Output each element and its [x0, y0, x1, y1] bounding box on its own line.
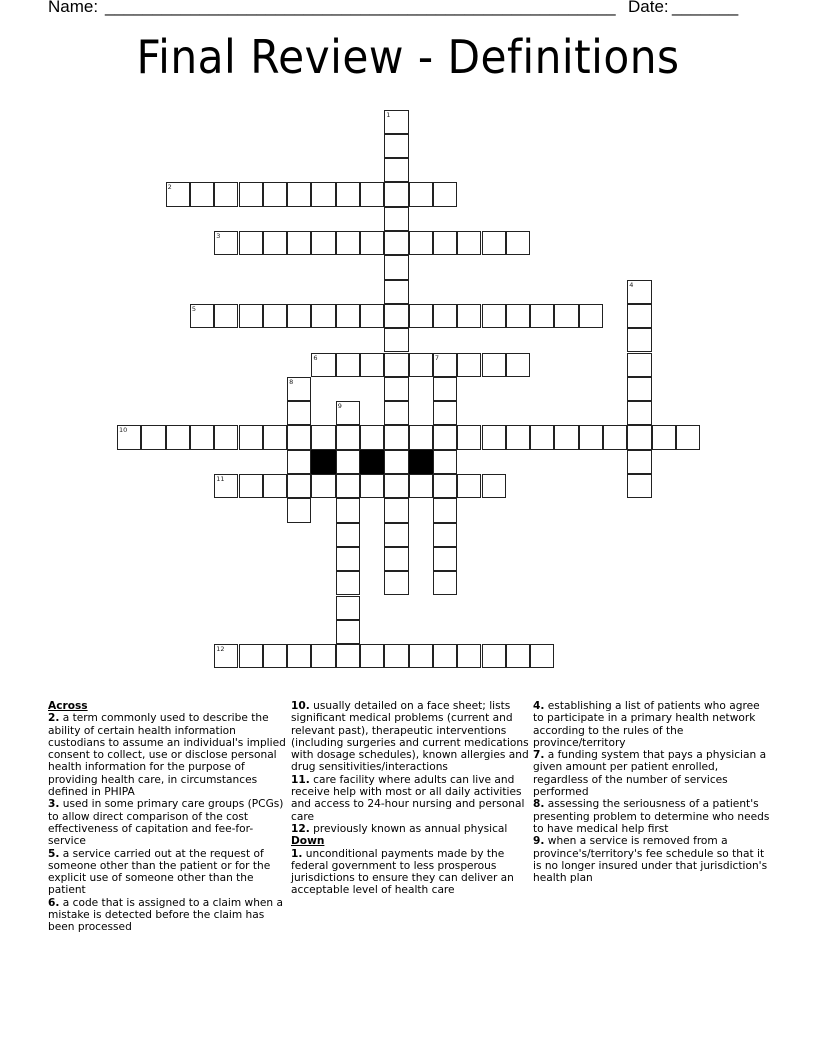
grid-cell[interactable] [360, 231, 384, 255]
clue-number: 1 [386, 110, 391, 119]
grid-cell[interactable] [579, 425, 603, 449]
clue-across-12: 12. previously known as annual physical [291, 822, 508, 835]
clues-column-1 [48, 700, 286, 934]
name-field[interactable]: ______________________________________________________ [105, 0, 616, 16]
grid-cell[interactable] [384, 474, 408, 498]
black-square [360, 450, 384, 474]
grid-cell[interactable] [360, 425, 384, 449]
grid-cell[interactable] [166, 425, 190, 449]
grid-cell[interactable] [457, 353, 481, 377]
grid-cell[interactable] [336, 182, 360, 206]
clue-number: 7 [434, 353, 440, 362]
grid-cell[interactable] [336, 401, 360, 425]
grid-cell[interactable] [457, 304, 481, 328]
date-field[interactable]: _______ [672, 0, 739, 16]
grid-cell[interactable] [433, 182, 457, 206]
grid-cell[interactable] [384, 450, 408, 474]
grid-cell[interactable] [627, 401, 651, 425]
grid-cell[interactable] [311, 231, 335, 255]
grid-cell[interactable] [433, 523, 457, 547]
grid-cell[interactable] [384, 571, 408, 595]
grid-cell[interactable] [214, 425, 238, 449]
grid-cell[interactable] [384, 425, 408, 449]
grid-cell[interactable] [190, 304, 214, 328]
grid-cell[interactable] [457, 425, 481, 449]
grid-cell[interactable] [433, 353, 457, 377]
grid-cell[interactable] [239, 231, 263, 255]
grid-cell[interactable] [311, 644, 335, 668]
grid-cell[interactable] [360, 304, 384, 328]
clue-across-6: 6. a code that is assigned to a claim when a mistake is detected before the claim has been processed [48, 896, 284, 934]
grid-cell[interactable] [239, 304, 263, 328]
grid-cell[interactable] [214, 182, 238, 206]
grid-cell[interactable] [336, 353, 360, 377]
grid-cell[interactable] [360, 182, 384, 206]
clue-number: 11 [216, 475, 225, 483]
grid-cell[interactable] [433, 547, 457, 571]
grid-cell[interactable] [506, 231, 530, 255]
grid-cell[interactable] [409, 182, 433, 206]
grid-cell[interactable] [482, 353, 506, 377]
clue-across-3: 3. used in some primary care groups (PCGs) to allow direct comparison of the cost effectiveness of capitation and fee-for-service [48, 798, 284, 848]
grid-cell[interactable] [482, 474, 506, 498]
grid-cell[interactable] [384, 377, 408, 401]
grid-cell[interactable] [214, 474, 238, 498]
grid-cell[interactable] [311, 425, 335, 449]
grid-cell[interactable] [409, 304, 433, 328]
grid-cell[interactable] [287, 425, 311, 449]
grid-cell[interactable] [627, 304, 651, 328]
clues-column-3 [533, 700, 771, 884]
grid-cell[interactable] [384, 328, 408, 352]
grid-cell[interactable] [554, 425, 578, 449]
clue-down-8: 8. assessing the seriousness of a patient's presenting problem to determine who needs to have medical help first [533, 798, 770, 835]
grid-cell[interactable] [409, 425, 433, 449]
grid-cell[interactable] [360, 353, 384, 377]
grid-cell[interactable] [384, 523, 408, 547]
grid-cell[interactable] [554, 304, 578, 328]
grid-cell[interactable] [263, 231, 287, 255]
grid-cell[interactable] [433, 644, 457, 668]
grid-cell[interactable] [214, 644, 238, 668]
grid-cell[interactable] [530, 644, 554, 668]
grid-cell[interactable] [433, 231, 457, 255]
grid-cell[interactable] [214, 304, 238, 328]
grid-cell[interactable] [311, 474, 335, 498]
clue-across-10: 10. usually detailed on a face sheet; lists significant medical problems (current and relevant past), therapeutic interventions (including surgeries and current medications with dosage schedules), known allergies and drug sensitivities/interactions [291, 700, 529, 774]
clue-number: 12 [216, 645, 225, 654]
grid-cell[interactable] [627, 328, 651, 352]
grid-cell[interactable] [603, 425, 627, 449]
clue-down-4: 4. establishing a list of patients who agree to participate in a primary health network according to the rules of the province/territory [533, 700, 760, 749]
grid-cell[interactable] [384, 498, 408, 522]
grid-cell[interactable] [384, 182, 408, 206]
grid-cell[interactable] [166, 182, 190, 206]
grid-cell[interactable] [409, 474, 433, 498]
grid-cell[interactable] [336, 474, 360, 498]
clue-down-1: 1. unconditional payments made by the federal government to less prosperous jurisdictions to ensure they can deliver an acceptable level of health care [291, 847, 514, 897]
grid-cell[interactable] [117, 425, 141, 449]
clue-across-5: 5. a service carried out at the request of someone other than the patient or for the explicit use of someone other than the patient [48, 847, 271, 897]
grid-cell[interactable] [336, 620, 360, 644]
clue-number: 8 [289, 377, 294, 386]
clue-across-11: 11. care facility where adults can live and receive help with most or all daily activities and access to 24-hour nursing and personal care [291, 773, 525, 823]
grid-cell[interactable] [384, 134, 408, 158]
grid-cell[interactable] [433, 401, 457, 425]
grid-cell[interactable] [457, 231, 481, 255]
grid-cell[interactable] [287, 450, 311, 474]
clue-down-7: 7. a funding system that pays a physician a given amount per patient enrolled, regardless of the number of services performed [533, 749, 767, 799]
grid-cell[interactable] [627, 377, 651, 401]
grid-cell[interactable] [263, 182, 287, 206]
grid-cell[interactable] [676, 425, 700, 449]
name-label: Name: [48, 0, 99, 16]
grid-cell[interactable] [336, 498, 360, 522]
grid-cell[interactable] [482, 425, 506, 449]
grid-cell[interactable] [360, 644, 384, 668]
grid-cell[interactable] [384, 231, 408, 255]
grid-cell[interactable] [214, 231, 238, 255]
grid-cell[interactable] [433, 474, 457, 498]
clue-number: 6 [313, 353, 318, 362]
grid-cell[interactable] [409, 644, 433, 668]
grid-cell[interactable] [287, 182, 311, 206]
grid-cell[interactable] [287, 377, 311, 401]
grid-cell[interactable] [384, 304, 408, 328]
clue-number: 9 [337, 402, 342, 411]
clue-number: 10 [119, 426, 128, 435]
grid-cell[interactable] [287, 474, 311, 498]
grid-cell[interactable] [433, 571, 457, 595]
grid-cell[interactable] [141, 425, 165, 449]
grid-cell[interactable] [263, 474, 287, 498]
grid-cell[interactable] [384, 207, 408, 231]
grid-cell[interactable] [627, 474, 651, 498]
grid-cell[interactable] [287, 231, 311, 255]
grid-cell[interactable] [263, 425, 287, 449]
black-square [311, 450, 335, 474]
grid-cell[interactable] [336, 450, 360, 474]
grid-cell[interactable] [384, 547, 408, 571]
clue-number: 2 [167, 183, 172, 192]
grid-cell[interactable] [336, 644, 360, 668]
grid-cell[interactable] [239, 182, 263, 206]
grid-cell[interactable] [506, 425, 530, 449]
grid-cell[interactable] [239, 425, 263, 449]
grid-cell[interactable] [409, 231, 433, 255]
grid-cell[interactable] [506, 644, 530, 668]
grid-cell[interactable] [482, 304, 506, 328]
grid-cell[interactable] [530, 304, 554, 328]
grid-cell[interactable] [190, 425, 214, 449]
page-title: Final Review - Definitions [136, 30, 680, 84]
grid-cell[interactable] [336, 547, 360, 571]
grid-cell[interactable] [384, 158, 408, 182]
grid-cell[interactable] [287, 304, 311, 328]
grid-cell[interactable] [311, 182, 335, 206]
grid-cell[interactable] [506, 304, 530, 328]
date-label: Date: [628, 0, 669, 16]
grid-cell[interactable] [530, 425, 554, 449]
grid-cell[interactable] [457, 644, 481, 668]
grid-cell[interactable] [336, 596, 360, 620]
grid-cell[interactable] [579, 304, 603, 328]
grid-cell[interactable] [360, 474, 384, 498]
black-square [409, 450, 433, 474]
grid-cell[interactable] [433, 498, 457, 522]
grid-cell[interactable] [627, 450, 651, 474]
grid-cell[interactable] [336, 231, 360, 255]
grid-cell[interactable] [482, 644, 506, 668]
grid-cell[interactable] [263, 304, 287, 328]
grid-cell[interactable] [433, 450, 457, 474]
grid-cell[interactable] [190, 182, 214, 206]
grid-cell[interactable] [384, 644, 408, 668]
grid-cell[interactable] [239, 644, 263, 668]
grid-cell[interactable] [384, 280, 408, 304]
clue-number: 5 [191, 304, 197, 313]
grid-cell[interactable] [311, 353, 335, 377]
grid-cell[interactable] [287, 644, 311, 668]
grid-cell[interactable] [287, 498, 311, 522]
grid-cell[interactable] [239, 474, 263, 498]
grid-cell[interactable] [433, 425, 457, 449]
grid-cell[interactable] [506, 353, 530, 377]
grid-cell[interactable] [263, 644, 287, 668]
down-heading: Down [291, 835, 325, 848]
grid-cell[interactable] [311, 304, 335, 328]
grid-cell[interactable] [384, 353, 408, 377]
grid-cell[interactable] [384, 255, 408, 279]
grid-cell[interactable] [409, 353, 433, 377]
name-date-header [48, 0, 768, 19]
grid-cell[interactable] [627, 353, 651, 377]
grid-cell[interactable] [433, 304, 457, 328]
grid-cell[interactable] [627, 425, 651, 449]
grid-cell[interactable] [336, 523, 360, 547]
grid-cell[interactable] [652, 425, 676, 449]
clue-number: 4 [629, 280, 634, 289]
clues-column-2 [291, 700, 529, 897]
grid-cell[interactable] [482, 231, 506, 255]
grid-cell[interactable] [384, 110, 408, 134]
across-heading: Across [48, 700, 88, 712]
clue-number: 3 [216, 232, 221, 240]
grid-cell[interactable] [457, 474, 481, 498]
clue-down-9: 9. when a service is removed from a province's/territory's fee schedule so that it is no longer insured under that jurisdiction's health plan [533, 835, 768, 885]
grid-cell[interactable] [384, 401, 408, 425]
grid-cell[interactable] [336, 304, 360, 328]
grid-cell[interactable] [433, 377, 457, 401]
clue-across-2: 2. a term commonly used to describe the ability of certain health information custodians to assume an individual's implied consent to collect, use or disclose personal health information for the purpose of providing health care, in circumstances defined in PHIPA [48, 712, 286, 799]
grid-cell[interactable] [336, 425, 360, 449]
grid-cell[interactable] [627, 280, 651, 304]
grid-cell[interactable] [287, 401, 311, 425]
grid-cell[interactable] [336, 571, 360, 595]
